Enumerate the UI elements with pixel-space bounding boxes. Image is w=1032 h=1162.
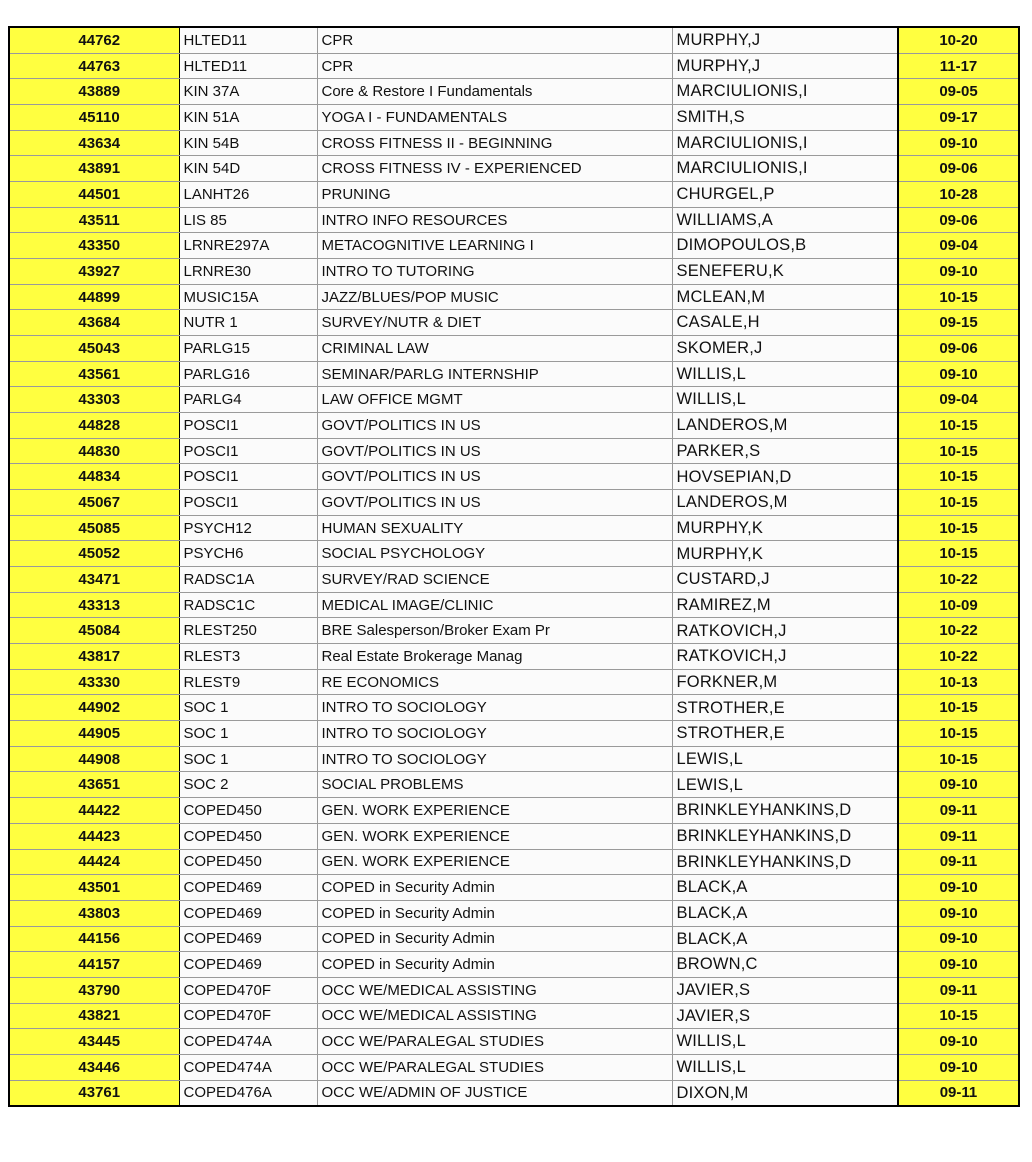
instructor-cell: STROTHER,E — [672, 721, 898, 747]
course-cell: PSYCH12 — [179, 515, 317, 541]
course-cell: COPED476A — [179, 1080, 317, 1106]
course-cell: KIN 54B — [179, 130, 317, 156]
date-cell: 10-15 — [898, 490, 1019, 516]
crn-cell: 45052 — [9, 541, 179, 567]
instructor-cell: BLACK,A — [672, 900, 898, 926]
crn-cell: 44834 — [9, 464, 179, 490]
instructor-cell: RATKOVICH,J — [672, 618, 898, 644]
course-cell: COPED474A — [179, 1029, 317, 1055]
title-cell: SEMINAR/PARLG INTERNSHIP — [317, 361, 672, 387]
date-cell: 10-15 — [898, 413, 1019, 439]
instructor-cell: STROTHER,E — [672, 695, 898, 721]
crn-cell: 43330 — [9, 669, 179, 695]
crn-cell: 43761 — [9, 1080, 179, 1106]
instructor-cell: SKOMER,J — [672, 336, 898, 362]
crn-cell: 43501 — [9, 875, 179, 901]
course-cell: COPED450 — [179, 849, 317, 875]
title-cell: METACOGNITIVE LEARNING I — [317, 233, 672, 259]
instructor-cell: MURPHY,K — [672, 515, 898, 541]
date-cell: 10-22 — [898, 618, 1019, 644]
instructor-cell: HOVSEPIAN,D — [672, 464, 898, 490]
table-row — [9, 515, 1019, 541]
table-row — [9, 284, 1019, 310]
table-row — [9, 823, 1019, 849]
date-cell: 09-10 — [898, 900, 1019, 926]
title-cell: SURVEY/NUTR & DIET — [317, 310, 672, 336]
date-cell: 09-10 — [898, 1054, 1019, 1080]
instructor-cell: WILLIS,L — [672, 1029, 898, 1055]
crn-cell: 43634 — [9, 130, 179, 156]
instructor-cell: MARCIULIONIS,I — [672, 156, 898, 182]
instructor-cell: CHURGEL,P — [672, 182, 898, 208]
course-cell: POSCI1 — [179, 438, 317, 464]
course-cell: SOC 1 — [179, 721, 317, 747]
instructor-cell: WILLIAMS,A — [672, 207, 898, 233]
title-cell: GOVT/POLITICS IN US — [317, 413, 672, 439]
course-cell: COPED469 — [179, 900, 317, 926]
title-cell: OCC WE/PARALEGAL STUDIES — [317, 1054, 672, 1080]
instructor-cell: CUSTARD,J — [672, 567, 898, 593]
instructor-cell: LEWIS,L — [672, 746, 898, 772]
course-cell: HLTED11 — [179, 53, 317, 79]
date-cell: 10-28 — [898, 182, 1019, 208]
course-cell: LANHT26 — [179, 182, 317, 208]
crn-cell: 45085 — [9, 515, 179, 541]
crn-cell: 44899 — [9, 284, 179, 310]
instructor-cell: DIXON,M — [672, 1080, 898, 1106]
table-row — [9, 952, 1019, 978]
title-cell: INTRO TO SOCIOLOGY — [317, 695, 672, 721]
title-cell: Core & Restore I Fundamentals — [317, 79, 672, 105]
course-cell: LIS 85 — [179, 207, 317, 233]
date-cell: 09-10 — [898, 259, 1019, 285]
instructor-cell: MARCIULIONIS,I — [672, 79, 898, 105]
date-cell: 11-17 — [898, 53, 1019, 79]
table-row — [9, 1080, 1019, 1106]
instructor-cell: CASALE,H — [672, 310, 898, 336]
date-cell: 09-11 — [898, 798, 1019, 824]
title-cell: GEN. WORK EXPERIENCE — [317, 823, 672, 849]
title-cell: LAW OFFICE MGMT — [317, 387, 672, 413]
title-cell: SOCIAL PSYCHOLOGY — [317, 541, 672, 567]
course-cell: SOC 2 — [179, 772, 317, 798]
instructor-cell: BLACK,A — [672, 926, 898, 952]
title-cell: INTRO TO TUTORING — [317, 259, 672, 285]
title-cell: CRIMINAL LAW — [317, 336, 672, 362]
table-row — [9, 926, 1019, 952]
course-cell: SOC 1 — [179, 746, 317, 772]
course-cell: RADSC1C — [179, 592, 317, 618]
crn-cell: 44763 — [9, 53, 179, 79]
instructor-cell: MURPHY,J — [672, 27, 898, 53]
course-cell: RLEST250 — [179, 618, 317, 644]
crn-cell: 43313 — [9, 592, 179, 618]
course-cell: RLEST9 — [179, 669, 317, 695]
instructor-cell: MURPHY,J — [672, 53, 898, 79]
date-cell: 10-09 — [898, 592, 1019, 618]
instructor-cell: BLACK,A — [672, 875, 898, 901]
date-cell: 09-10 — [898, 130, 1019, 156]
title-cell: OCC WE/MEDICAL ASSISTING — [317, 1003, 672, 1029]
course-cell: COPED450 — [179, 798, 317, 824]
crn-cell: 43821 — [9, 1003, 179, 1029]
title-cell: SOCIAL PROBLEMS — [317, 772, 672, 798]
course-cell: COPED450 — [179, 823, 317, 849]
title-cell: JAZZ/BLUES/POP MUSIC — [317, 284, 672, 310]
crn-cell: 43927 — [9, 259, 179, 285]
course-cell: POSCI1 — [179, 490, 317, 516]
table-row — [9, 438, 1019, 464]
table-row — [9, 798, 1019, 824]
instructor-cell: JAVIER,S — [672, 977, 898, 1003]
title-cell: OCC WE/ADMIN OF JUSTICE — [317, 1080, 672, 1106]
title-cell: COPED in Security Admin — [317, 952, 672, 978]
crn-cell: 45067 — [9, 490, 179, 516]
date-cell: 09-04 — [898, 233, 1019, 259]
crn-cell: 43891 — [9, 156, 179, 182]
table-row — [9, 900, 1019, 926]
course-cell: SOC 1 — [179, 695, 317, 721]
course-cell: RADSC1A — [179, 567, 317, 593]
crn-cell: 43561 — [9, 361, 179, 387]
date-cell: 09-10 — [898, 952, 1019, 978]
crn-cell: 43889 — [9, 79, 179, 105]
title-cell: GOVT/POLITICS IN US — [317, 438, 672, 464]
title-cell: CROSS FITNESS II - BEGINNING — [317, 130, 672, 156]
instructor-cell: MCLEAN,M — [672, 284, 898, 310]
course-schedule-table — [8, 26, 1020, 1107]
table-row — [9, 413, 1019, 439]
date-cell: 09-10 — [898, 361, 1019, 387]
crn-cell: 44828 — [9, 413, 179, 439]
instructor-cell: WILLIS,L — [672, 387, 898, 413]
table-row — [9, 1003, 1019, 1029]
crn-cell: 43446 — [9, 1054, 179, 1080]
table-row — [9, 27, 1019, 53]
course-cell: COPED470F — [179, 1003, 317, 1029]
course-cell: PARLG15 — [179, 336, 317, 362]
crn-cell: 43303 — [9, 387, 179, 413]
table-row — [9, 1029, 1019, 1055]
instructor-cell: MURPHY,K — [672, 541, 898, 567]
table-row — [9, 695, 1019, 721]
date-cell: 10-15 — [898, 464, 1019, 490]
title-cell: SURVEY/RAD SCIENCE — [317, 567, 672, 593]
crn-cell: 45084 — [9, 618, 179, 644]
table-row — [9, 875, 1019, 901]
course-cell: POSCI1 — [179, 413, 317, 439]
table-row — [9, 541, 1019, 567]
table-row — [9, 721, 1019, 747]
course-cell: COPED469 — [179, 875, 317, 901]
instructor-cell: LANDEROS,M — [672, 413, 898, 439]
course-cell: COPED470F — [179, 977, 317, 1003]
table-row — [9, 130, 1019, 156]
title-cell: OCC WE/MEDICAL ASSISTING — [317, 977, 672, 1003]
table-row — [9, 207, 1019, 233]
instructor-cell: BROWN,C — [672, 952, 898, 978]
table-row — [9, 669, 1019, 695]
title-cell: GEN. WORK EXPERIENCE — [317, 849, 672, 875]
title-cell: OCC WE/PARALEGAL STUDIES — [317, 1029, 672, 1055]
course-cell: COPED469 — [179, 952, 317, 978]
date-cell: 09-06 — [898, 207, 1019, 233]
crn-cell: 44423 — [9, 823, 179, 849]
crn-cell: 44905 — [9, 721, 179, 747]
instructor-cell: JAVIER,S — [672, 1003, 898, 1029]
date-cell: 10-22 — [898, 644, 1019, 670]
date-cell: 10-15 — [898, 746, 1019, 772]
crn-cell: 44156 — [9, 926, 179, 952]
table-row — [9, 53, 1019, 79]
table-row — [9, 182, 1019, 208]
course-cell: POSCI1 — [179, 464, 317, 490]
table-row — [9, 310, 1019, 336]
date-cell: 09-10 — [898, 772, 1019, 798]
crn-cell: 44830 — [9, 438, 179, 464]
crn-cell: 44157 — [9, 952, 179, 978]
date-cell: 09-15 — [898, 310, 1019, 336]
title-cell: CPR — [317, 53, 672, 79]
date-cell: 09-06 — [898, 156, 1019, 182]
title-cell: INTRO TO SOCIOLOGY — [317, 721, 672, 747]
table-row — [9, 1054, 1019, 1080]
date-cell: 09-17 — [898, 105, 1019, 131]
date-cell: 09-10 — [898, 875, 1019, 901]
title-cell: COPED in Security Admin — [317, 900, 672, 926]
instructor-cell: BRINKLEYHANKINS,D — [672, 849, 898, 875]
instructor-cell: LEWIS,L — [672, 772, 898, 798]
crn-cell: 44908 — [9, 746, 179, 772]
instructor-cell: WILLIS,L — [672, 1054, 898, 1080]
course-cell: KIN 37A — [179, 79, 317, 105]
title-cell: Real Estate Brokerage Manag — [317, 644, 672, 670]
instructor-cell: SMITH,S — [672, 105, 898, 131]
crn-cell: 44424 — [9, 849, 179, 875]
table-row — [9, 567, 1019, 593]
table-row — [9, 156, 1019, 182]
date-cell: 10-20 — [898, 27, 1019, 53]
title-cell: INTRO INFO RESOURCES — [317, 207, 672, 233]
crn-cell: 44762 — [9, 27, 179, 53]
instructor-cell: BRINKLEYHANKINS,D — [672, 823, 898, 849]
instructor-cell: RATKOVICH,J — [672, 644, 898, 670]
instructor-cell: FORKNER,M — [672, 669, 898, 695]
date-cell: 10-13 — [898, 669, 1019, 695]
date-cell: 09-11 — [898, 977, 1019, 1003]
instructor-cell: RAMIREZ,M — [672, 592, 898, 618]
crn-cell: 43790 — [9, 977, 179, 1003]
table-row — [9, 977, 1019, 1003]
table-row — [9, 592, 1019, 618]
title-cell: HUMAN SEXUALITY — [317, 515, 672, 541]
table-row — [9, 105, 1019, 131]
instructor-cell: PARKER,S — [672, 438, 898, 464]
table-row — [9, 644, 1019, 670]
crn-cell: 43651 — [9, 772, 179, 798]
title-cell: COPED in Security Admin — [317, 926, 672, 952]
title-cell: COPED in Security Admin — [317, 875, 672, 901]
date-cell: 10-15 — [898, 1003, 1019, 1029]
instructor-cell: MARCIULIONIS,I — [672, 130, 898, 156]
course-cell: COPED474A — [179, 1054, 317, 1080]
date-cell: 10-15 — [898, 695, 1019, 721]
instructor-cell: LANDEROS,M — [672, 490, 898, 516]
instructor-cell: DIMOPOULOS,B — [672, 233, 898, 259]
title-cell: INTRO TO SOCIOLOGY — [317, 746, 672, 772]
date-cell: 09-10 — [898, 926, 1019, 952]
crn-cell: 43445 — [9, 1029, 179, 1055]
crn-cell: 43350 — [9, 233, 179, 259]
title-cell: PRUNING — [317, 182, 672, 208]
course-cell: NUTR 1 — [179, 310, 317, 336]
table-row — [9, 336, 1019, 362]
date-cell: 10-15 — [898, 721, 1019, 747]
course-cell: PSYCH6 — [179, 541, 317, 567]
title-cell: RE ECONOMICS — [317, 669, 672, 695]
table-row — [9, 772, 1019, 798]
table-row — [9, 746, 1019, 772]
course-cell: KIN 54D — [179, 156, 317, 182]
title-cell: CROSS FITNESS IV - EXPERIENCED — [317, 156, 672, 182]
date-cell: 10-15 — [898, 515, 1019, 541]
date-cell: 09-11 — [898, 823, 1019, 849]
crn-cell: 45110 — [9, 105, 179, 131]
table-row — [9, 361, 1019, 387]
date-cell: 09-10 — [898, 1029, 1019, 1055]
crn-cell: 43803 — [9, 900, 179, 926]
date-cell: 10-15 — [898, 438, 1019, 464]
date-cell: 09-11 — [898, 849, 1019, 875]
title-cell: MEDICAL IMAGE/CLINIC — [317, 592, 672, 618]
date-cell: 10-15 — [898, 541, 1019, 567]
crn-cell: 44501 — [9, 182, 179, 208]
table-row — [9, 79, 1019, 105]
table-row — [9, 849, 1019, 875]
table-row — [9, 387, 1019, 413]
course-cell: HLTED11 — [179, 27, 317, 53]
table-body — [9, 27, 1019, 1106]
course-cell: MUSIC15A — [179, 284, 317, 310]
course-cell: COPED469 — [179, 926, 317, 952]
crn-cell: 43471 — [9, 567, 179, 593]
course-cell: RLEST3 — [179, 644, 317, 670]
instructor-cell: BRINKLEYHANKINS,D — [672, 798, 898, 824]
crn-cell: 43684 — [9, 310, 179, 336]
crn-cell: 45043 — [9, 336, 179, 362]
course-cell: LRNRE30 — [179, 259, 317, 285]
title-cell: BRE Salesperson/Broker Exam Pr — [317, 618, 672, 644]
table-row — [9, 490, 1019, 516]
course-cell: KIN 51A — [179, 105, 317, 131]
course-cell: LRNRE297A — [179, 233, 317, 259]
course-cell: PARLG16 — [179, 361, 317, 387]
course-cell: PARLG4 — [179, 387, 317, 413]
date-cell: 09-05 — [898, 79, 1019, 105]
title-cell: GOVT/POLITICS IN US — [317, 490, 672, 516]
date-cell: 09-06 — [898, 336, 1019, 362]
table-row — [9, 618, 1019, 644]
title-cell: YOGA I - FUNDAMENTALS — [317, 105, 672, 131]
title-cell: GEN. WORK EXPERIENCE — [317, 798, 672, 824]
title-cell: GOVT/POLITICS IN US — [317, 464, 672, 490]
date-cell: 09-11 — [898, 1080, 1019, 1106]
table-row — [9, 464, 1019, 490]
table-row — [9, 233, 1019, 259]
date-cell: 09-04 — [898, 387, 1019, 413]
instructor-cell: SENEFERU,K — [672, 259, 898, 285]
crn-cell: 43817 — [9, 644, 179, 670]
crn-cell: 44422 — [9, 798, 179, 824]
title-cell: CPR — [317, 27, 672, 53]
instructor-cell: WILLIS,L — [672, 361, 898, 387]
crn-cell: 44902 — [9, 695, 179, 721]
date-cell: 10-22 — [898, 567, 1019, 593]
date-cell: 10-15 — [898, 284, 1019, 310]
table-row — [9, 259, 1019, 285]
crn-cell: 43511 — [9, 207, 179, 233]
